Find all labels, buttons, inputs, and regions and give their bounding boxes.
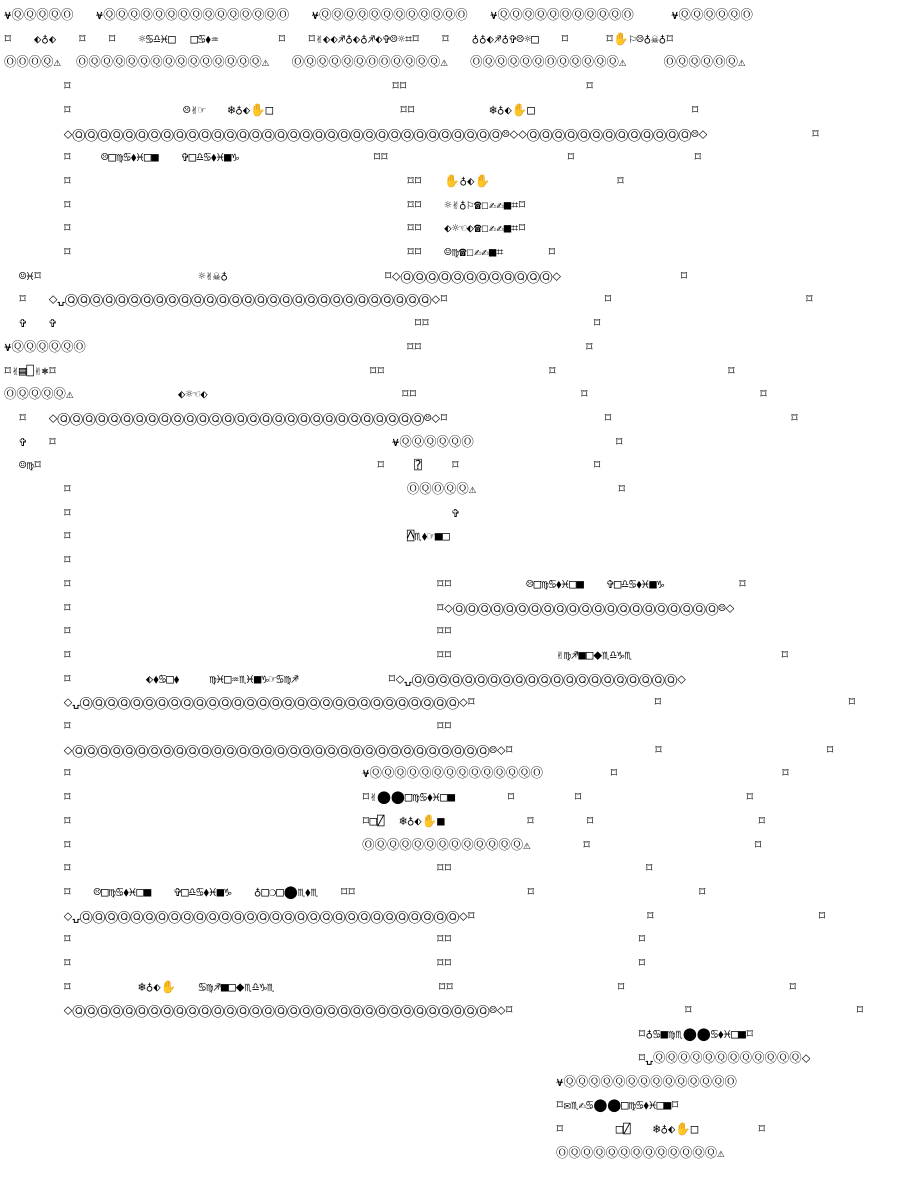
glyph-line: ⌑ ☹□♍♋⬧♓□■ ✞□♎♋⬧♓■♑ ⌑⌑ ⌑ ⌑ <box>4 149 702 165</box>
glyph-line: ⌑ ⌑⌑ ☺♍☎☐✍✍■⌗ ⌑ <box>4 244 556 259</box>
glyph-line: ⌑ ⌑⌑ <box>4 718 452 733</box>
glyph-line: ⌑♁♋■♍♏⬤⬤♋⬧♓□■⌑ <box>4 1026 754 1042</box>
glyph-line: ⌑ ⬦ⓆⓆⓆⓆⓆⓆⓆⓆⓆⓆⓆⓆⓆⓆⓆⓆⓆⓆⓆⓆⓆⓆⓆⓆⓆⓆⓆⓆⓆ☹⬦⌑ ⌑ ⌑ <box>4 409 799 425</box>
glyph-line: ⌑ ⌑⌑ ⌑ <box>4 931 646 947</box>
glyph-line: ⌑ ⌑⌑ ✋♁⬖✋ ⌑ <box>4 172 625 188</box>
glyph-line: ⌑ ⌑□⍁ ❄♁⬖✋■ ⌑ ⌑ ⌑ <box>4 812 766 828</box>
glyph-line: ✞ ⌑ ⍱ⓆⓆⓆⓆⓆⓄ ⌑ <box>4 433 623 449</box>
glyph-line: ⓄⓆⓆⓆⓆⓆⓆⓆⓆⓆⓆⓆⓆ⚠ <box>4 1144 725 1160</box>
glyph-line: ⌑ ⌑⌑ ⬖☼☜⬖☎☐✍✍■⌗⌑ <box>4 220 526 236</box>
glyph-line: ⌑⍽ⓆⓆⓆⓆⓆⓆⓆⓆⓆⓆⓆⓆ⬦ <box>4 1049 811 1065</box>
glyph-line: ⌑ <box>4 552 72 568</box>
glyph-line: ✞ ✞ ⌑⌑ ⌑ <box>4 315 601 331</box>
glyph-line: ⌑ ⌑⌑ ✌♍♐■□⬥♏♎♑♏ ⌑ <box>4 646 789 662</box>
glyph-line: ⌑ ❄♁⬖✋ ♋♍♐■□⬥♏♎♑♏ ⌑⌑ ⌑ ⌑ <box>4 978 797 994</box>
glyph-line: ⌑ ⌑⌑ <box>4 623 452 639</box>
glyph-line: ⌑ ⍱ⓆⓆⓆⓆⓆⓆⓆⓆⓆⓆⓆⓆⓆⓄ ⌑ ⌑ <box>4 765 790 781</box>
glyph-line: ⌑ ⓄⓆⓆⓆⓆⓆⓆⓆⓆⓆⓆⓆⓆ⚠ ⌑ ⌑ <box>4 836 762 852</box>
glyph-line: ⬦ⓆⓆⓆⓆⓆⓆⓆⓆⓆⓆⓆⓆⓆⓆⓆⓆⓆⓆⓆⓆⓆⓆⓆⓆⓆⓆⓆⓆⓆⓆⓆⓆⓆⓆ☹⬦⬦ⓆⓆⓆⓆⓆⓆⓆⓆⓆⓆⓆⓆⓆ☹⬦ ⌑ <box>4 125 820 141</box>
glyph-line: ⌑✉♏✍♋⬤⬤□♍♋⬧♓□■⌑ <box>4 1097 679 1113</box>
glyph-line: ⌑ ⬖⬧♋□⬧ ♍♓□♒♏♓■♑☞♋♍♐ ⌑⬦⍽ⓆⓆⓆⓆⓆⓆⓆⓆⓆⓆⓆⓆⓆⓆⓆⓆⓆⓆⓆⓆⓆ⬦ <box>4 670 686 686</box>
glyph-line: ⌑ ⬦⍽ⓆⓆⓆⓆⓆⓆⓆⓆⓆⓆⓆⓆⓆⓆⓆⓆⓆⓆⓆⓆⓆⓆⓆⓆⓆⓆⓆⓆⓆ⬦⌑ ⌑ ⌑ <box>4 291 814 307</box>
glyph-line: ⬦ⓆⓆⓆⓆⓆⓆⓆⓆⓆⓆⓆⓆⓆⓆⓆⓆⓆⓆⓆⓆⓆⓆⓆⓆⓆⓆⓆⓆⓆⓆⓆⓆⓆ☹⬦⌑ ⌑ ⌑ <box>4 1002 864 1018</box>
glyph-line: ⬦ⓆⓆⓆⓆⓆⓆⓆⓆⓆⓆⓆⓆⓆⓆⓆⓆⓆⓆⓆⓆⓆⓆⓆⓆⓆⓆⓆⓆⓆⓆⓆⓆⓆ☹⬦⌑ ⌑ ⌑ <box>4 741 834 757</box>
glyph-line: ⓄⓆⓆⓆⓆ⚠ ⬖☼☜⬖ ⌑⌑ ⌑ ⌑ <box>4 386 768 402</box>
glyph-line: ☺♍⌑ ⌑ ⍰ ⌑ ⌑ <box>4 457 601 473</box>
glyph-line: ⌑ ⌑⌑ ⌑ <box>4 78 594 94</box>
glyph-line: ⌑ ⌑⌑ ☹□♍♋⬧♓□■ ✞□♎♋⬧♓■♑ ⌑ <box>4 575 747 591</box>
glyph-line: ⍱ⓆⓆⓆⓆⓆⓄ ⌑⌑ ⌑ <box>4 338 594 354</box>
glyph-line: ⌑✌▤⎕✌⎈⌑ ⌑⌑ ⌑ ⌑ <box>4 362 736 378</box>
glyph-line: ⌑ ⓄⓆⓄⓆⓆ⚠ ⌑ <box>4 481 626 496</box>
glyph-line: ⍱ⓆⓆⓆⓆⓄ ⍱ⓆⓆⓆⓆⓆⓆⓆⓆⓆⓆⓆⓆⓆⓆⓄ ⍱ⓆⓆⓆⓆⓆⓆⓆⓆⓆⓆⓆⓄ ⍱ⓆⓆⓆⓆⓆⓆⓆⓆⓆⓆⓄ ⍱ⓆⓆⓆⓆⓆⓄ <box>4 7 753 22</box>
glyph-line: ⌑ ☹□♍♋⬧♓□■ ✞□♎♋⬧♓■♑ ♁□❍□⬤♏⬧♏ ⌑⌑ ⌑ ⌑ <box>4 883 706 899</box>
glyph-line: ⍱ⓆⓆⓆⓆⓆⓆⓆⓆⓆⓆⓆⓆⓆⓄ <box>4 1073 737 1089</box>
glyph-line: ⓄⓄⓄⓆ⚠ ⓄⓆⓆⓆⓆⓆⓆⓆⓆⓆⓆⓆⓆⓆⓆ⚠ ⓄⓆⓆⓆⓆⓆⓄⓄⓆⓆⓆⓆ⚠ ⓄⓆⓆⓆⓆⓆⓄⓆⓆⓆⓆⓆ⚠ ⓄⓆⓆⓆⓄⓆ⚠ <box>4 54 746 70</box>
glyph-line: ⌑ ⌑✌⬤⬤□♍♋⬧♓□■ ⌑ ⌑ ⌑ <box>4 789 754 805</box>
glyph-line: ⌑ ⌑⌑ ⌑ <box>4 955 646 970</box>
glyph-line: ⌑ ✞ <box>4 504 460 520</box>
glyph-line: ⌑ ⌑⌑ ⌑ <box>4 860 654 876</box>
glyph-line: ☺♓⌑ ☼✌☠♁ ⌑⬦ⓆⓆⓆⓆⓆⓆⓆⓆⓆⓆⓆⓆ⬦ ⌑ <box>4 267 688 283</box>
glyph-line: ⬦⍽ⓆⓆⓆⓆⓆⓆⓆⓆⓆⓆⓆⓆⓆⓆⓆⓆⓆⓆⓆⓆⓆⓆⓆⓆⓆⓆⓆⓆⓆⓆ⬦⌑ ⌑ ⌑ <box>4 907 826 923</box>
glyph-line: ⌑ ☹✌☞ ❄♁⬖✋□ ⌑⌑ ❄♁⬖✋□ ⌑ <box>4 101 699 117</box>
glyph-line: ⌑ ⬖♁⬖ ⌑ ⌑ ☼♋♎♓□ □♋⬧♒ ⌑ ⌑✌⬖⬖♐♁⬖♁♐⬖✞☹☼⌗⌑ ⌑ ♁♁⬖♐♁✞☹☼□ ⌑ ⌑✋⚐☹♁☠♁⌑ <box>4 30 674 46</box>
glyph-line: ⌑ ⌑⌑ ☼✌♁⚐☎☐✍✍■⌗⌑ <box>4 196 526 212</box>
glyph-line: ⬦⍽ⓆⓆⓆⓆⓆⓆⓆⓆⓆⓆⓆⓆⓆⓆⓆⓆⓆⓆⓆⓆⓆⓆⓆⓆⓆⓆⓆⓆⓆⓆ⬦⌑ ⌑ ⌑ <box>4 694 856 710</box>
glyph-line: ⌑ ⍓♏⬧☞■□ <box>4 528 450 544</box>
glyph-line: ⌑ ⌑⬦ⓆⓆⓆⓆⓆⓆⓆⓆⓆⓆⓆⓆⓆⓆⓆⓆⓆⓆⓆⓆⓆ☹⬦ <box>4 599 735 615</box>
glyph-line: ⌑ □⍁ ❄♁⬖✋□ ⌑ <box>4 1120 766 1136</box>
